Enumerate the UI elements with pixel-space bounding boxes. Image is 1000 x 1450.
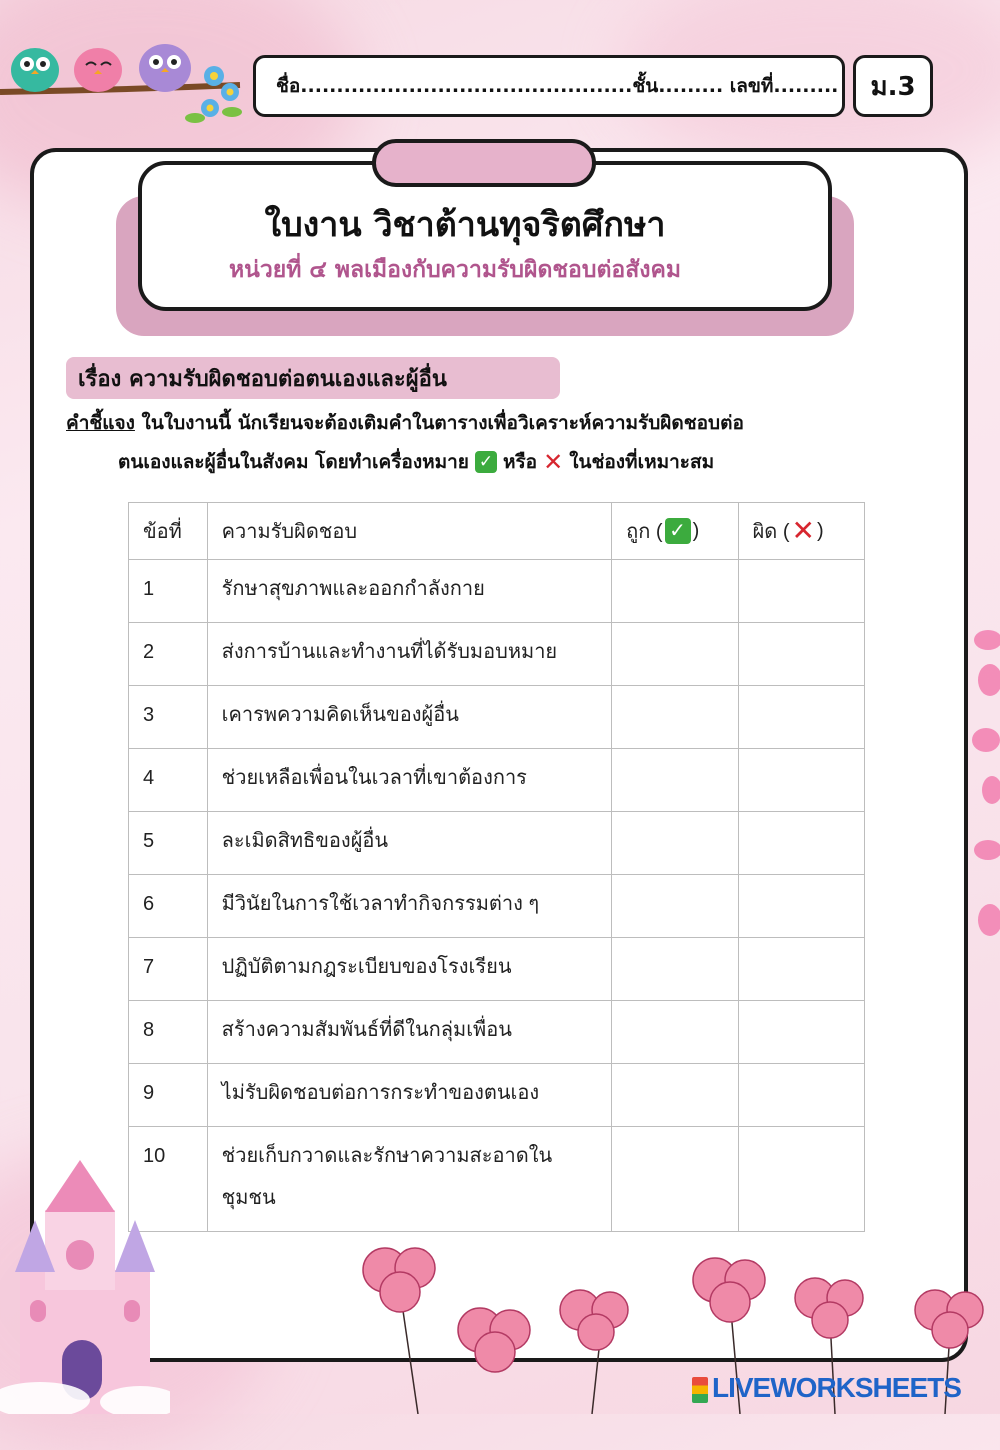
student-info-box[interactable] (253, 55, 845, 117)
row-false-cell[interactable] (738, 1127, 864, 1232)
row-true-cell[interactable] (612, 560, 738, 623)
row-false-cell[interactable] (738, 875, 864, 938)
row-true-cell[interactable] (612, 749, 738, 812)
topic-text: เรื่อง ความรับผิดชอบต่อตนเองและผู้อื่น (78, 366, 447, 392)
header-true (612, 503, 738, 560)
table-row (129, 749, 865, 812)
flower-icon (185, 66, 242, 123)
row-true-cell[interactable] (612, 812, 738, 875)
row-no: 3 (129, 686, 208, 749)
cross-icon: ✕ (543, 448, 564, 476)
header-false-close: ) (816, 519, 824, 542)
table-row (129, 686, 865, 749)
student-info-line: ชื่อ..............................................ชั้น......... เลขที่......... (276, 75, 839, 97)
check-icon: ✓ (475, 451, 497, 473)
row-text: ส่งการบ้านและทำงานที่ได้รับมอบหมาย (207, 623, 611, 686)
logo-mark-icon (692, 1377, 708, 1403)
row-true-cell[interactable] (612, 875, 738, 938)
grade-label: ม.3 (870, 71, 916, 102)
table-row (129, 812, 865, 875)
responsibility-table (128, 502, 865, 1232)
header-false (738, 503, 864, 560)
row-true-cell[interactable] (612, 1127, 738, 1232)
header-no: ข้อที่ (129, 503, 208, 560)
row-true-cell[interactable] (612, 686, 738, 749)
row-text: มีวินัยในการใช้เวลาทำกิจกรรมต่าง ๆ (207, 875, 611, 938)
row-text: ช่วยเก็บกวาดและรักษาความสะอาดในชุมชน (207, 1127, 611, 1232)
row-no: 5 (129, 812, 208, 875)
owl-icon (74, 48, 122, 92)
table-row (129, 875, 865, 938)
table-row (129, 1064, 865, 1127)
row-true-cell[interactable] (612, 1001, 738, 1064)
row-no: 8 (129, 1001, 208, 1064)
row-false-cell[interactable] (738, 1001, 864, 1064)
row-no: 6 (129, 875, 208, 938)
row-true-cell[interactable] (612, 1064, 738, 1127)
table-row (129, 560, 865, 623)
grade-badge (853, 55, 933, 117)
butterfly-decoration (968, 620, 1000, 980)
owl-icon (139, 44, 191, 92)
row-false-cell[interactable] (738, 560, 864, 623)
row-no: 1 (129, 560, 208, 623)
row-false-cell[interactable] (738, 938, 864, 1001)
instructions-line-1 (66, 408, 956, 438)
row-text: รักษาสุขภาพและออกกำลังกาย (207, 560, 611, 623)
instructions-text-2a: ตนเองและผู้อื่นในสังคม โดยทำเครื่องหมาย (118, 451, 469, 473)
row-text: ช่วยเหลือเพื่อนในเวลาที่เขาต้องการ (207, 749, 611, 812)
row-false-cell[interactable] (738, 1064, 864, 1127)
row-false-cell[interactable] (738, 623, 864, 686)
page-title: ใบงาน วิชาต้านทุจริตศึกษา (264, 205, 666, 245)
header-true-close: ) (692, 519, 700, 542)
header-false-label: ผิด ( (752, 521, 790, 543)
row-text: ละเมิดสิทธิของผู้อื่น (207, 812, 611, 875)
header-true-label: ถูก ( (626, 521, 663, 543)
row-no: 10 (129, 1127, 208, 1232)
table-header-row (129, 503, 865, 560)
table-row (129, 1001, 865, 1064)
castle-decoration (0, 1150, 170, 1414)
row-false-cell[interactable] (738, 749, 864, 812)
owl-icon (11, 48, 59, 92)
row-text: ปฏิบัติตามกฎระเบียบของโรงเรียน (207, 938, 611, 1001)
row-no: 9 (129, 1064, 208, 1127)
castle-icon (0, 1160, 170, 1414)
row-false-cell[interactable] (738, 812, 864, 875)
table-row (129, 938, 865, 1001)
row-no: 4 (129, 749, 208, 812)
header-responsibility: ความรับผิดชอบ (207, 503, 611, 560)
butterfly-icon (972, 630, 1000, 936)
table-row (129, 623, 865, 686)
row-true-cell[interactable] (612, 623, 738, 686)
row-text: สร้างความสัมพันธ์ที่ดีในกลุ่มเพื่อน (207, 1001, 611, 1064)
row-text: เคารพความคิดเห็นของผู้อื่น (207, 686, 611, 749)
row-no: 2 (129, 623, 208, 686)
liveworksheets-logo[interactable] (692, 1372, 961, 1404)
row-true-cell[interactable] (612, 938, 738, 1001)
table-row (129, 1127, 865, 1232)
title-tab (372, 139, 596, 187)
check-icon: ✓ (665, 518, 691, 544)
logo-text: LIVEWORKSHEETS (712, 1372, 961, 1403)
instructions-text-1: ในใบงานนี้ นักเรียนจะต้องเติมคำในตารางเพื่อวิเคราะห์ความรับผิดชอบต่อ (134, 412, 744, 434)
instructions-text-2b: หรือ (502, 451, 538, 473)
row-no: 7 (129, 938, 208, 1001)
row-text: ไม่รับผิดชอบต่อการกระทำของตนเอง (207, 1064, 611, 1127)
topic-label (66, 357, 560, 399)
owl-branch-decoration (0, 30, 250, 130)
page-subtitle: หน่วยที่ ๔ พลเมืองกับความรับผิดชอบต่อสังคม (228, 257, 682, 283)
row-false-cell[interactable] (738, 686, 864, 749)
instructions-text-2c: ในช่องที่เหมาะสม (569, 451, 715, 473)
cross-icon: ✕ (791, 515, 815, 546)
instructions-line-2 (118, 447, 918, 477)
instructions-label: คำชี้แจง (66, 412, 135, 434)
